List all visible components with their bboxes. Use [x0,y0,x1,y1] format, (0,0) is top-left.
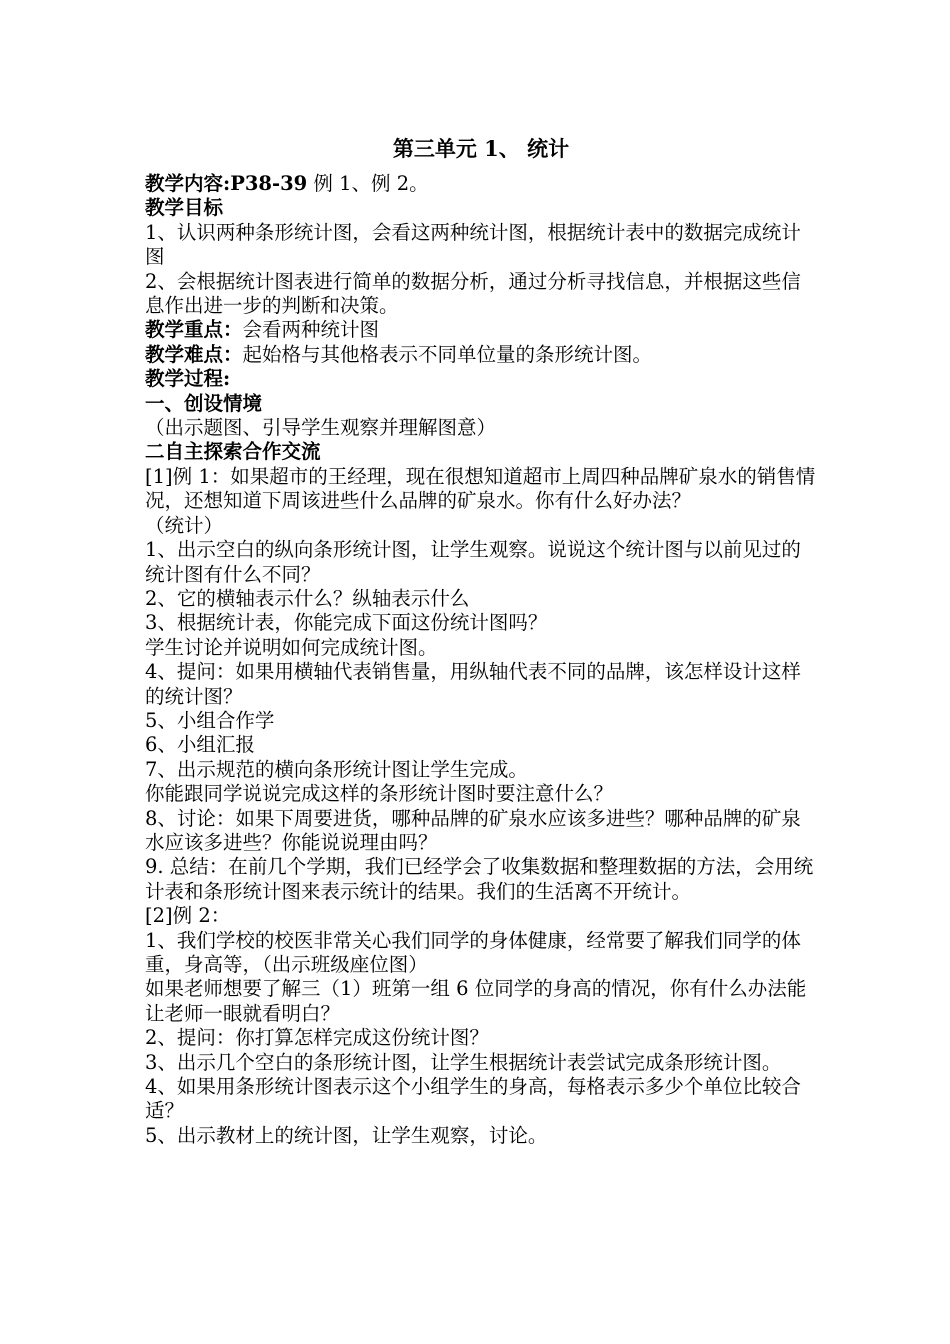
paragraph: 1、我们学校的校医非常关心我们同学的身体健康，经常要了解我们同学的体重，身高等，（出示班级座位图） [145,928,801,976]
paragraph: （统计） [145,513,224,537]
paragraph: 2、提问：你打算怎样完成这份统计图？ [145,1026,489,1050]
paragraph: 5、小组合作学 [145,708,275,732]
section-1-text: （出示题图、引导学生观察并理解图意） [145,416,497,440]
paragraph: 3、出示几个空白的条形统计图，让学生根据统计表尝试完成条形统计图。 [145,1050,782,1074]
paragraph: 学生讨论并说明如何完成统计图。 [145,635,438,659]
key-point-text: 会看两种统计图 [242,318,380,342]
goal-1: 1、认识两种条形统计图，会看这两种统计图，根据统计表中的数据完成统计图 [145,220,801,269]
section-2-heading: 二自主探索合作交流 [145,440,321,464]
difficulty-text: 起始格与其他格表示不同单位量的条形统计图。 [242,342,653,366]
key-point [145,318,817,342]
paragraph: 你能跟同学说说完成这样的条形统计图时要注意什么？ [145,782,614,806]
document-title: 第三单元 1、 统计 [392,136,570,161]
paragraph: 1、出示空白的纵向条形统计图，让学生观察。说说这个统计图与以前见过的统计图有什么不同？ [145,538,801,586]
teaching-content-label: 教学内容:P38-39 [145,172,308,195]
paragraph: [1]例 1：如果超市的王经理，现在很想知道超市上周四种品牌矿泉水的销售情况，还想知道下周该进些什么品牌的矿泉水。你有什么好办法？ [145,464,816,513]
paragraph: 9. 总结：在前几个学期，我们已经学会了收集数据和整理数据的方法，会用统计表和条形统计图来表示统计的结果。我们的生活离不开统计。 [145,855,814,903]
paragraph: 2、它的横轴表示什么？纵轴表示什么 [145,586,470,610]
key-point-label: 教学重点： [145,318,243,342]
difficulty [145,343,817,367]
difficulty-label: 教学难点： [145,342,243,366]
paragraph: 如果老师想要了解三（1）班第一组 6 位同学的身高的情况，你有什么办法能让老师一眼就看明白？ [145,977,807,1025]
paragraph: 3、根据统计表，你能完成下面这份统计图吗？ [145,611,548,635]
process-heading: 教学过程: [145,367,231,391]
goal-2: 2、会根据统计图表进行简单的数据分析，通过分析寻找信息，并根据这些信息作出进一步的判断和决策。 [145,269,801,318]
teaching-content [145,172,817,196]
goals-heading: 教学目标 [145,196,224,220]
paragraph: 4、如果用条形统计图表示这个小组学生的身高，每格表示多少个单位比较合适？ [145,1075,801,1123]
teaching-content-text: 例 1、例 2。 [307,172,429,195]
paragraph: [2]例 2： [145,904,231,928]
paragraph: 4、提问：如果用横轴代表销售量，用纵轴代表不同的品牌，该怎样设计这样的统计图？ [145,660,801,708]
document-page [145,136,817,1148]
section-1-heading: 一、创设情境 [145,391,263,415]
paragraph: 6、小组汇报 [145,733,255,757]
paragraph: 8、讨论：如果下周要进货，哪种品牌的矿泉水应该多进些？哪种品牌的矿泉水应该多进些？你能说说理由吗？ [145,806,801,854]
paragraph: 7、出示规范的横向条形统计图让学生完成。 [145,757,528,781]
paragraph: 5、出示教材上的统计图，让学生观察，讨论。 [145,1123,548,1147]
